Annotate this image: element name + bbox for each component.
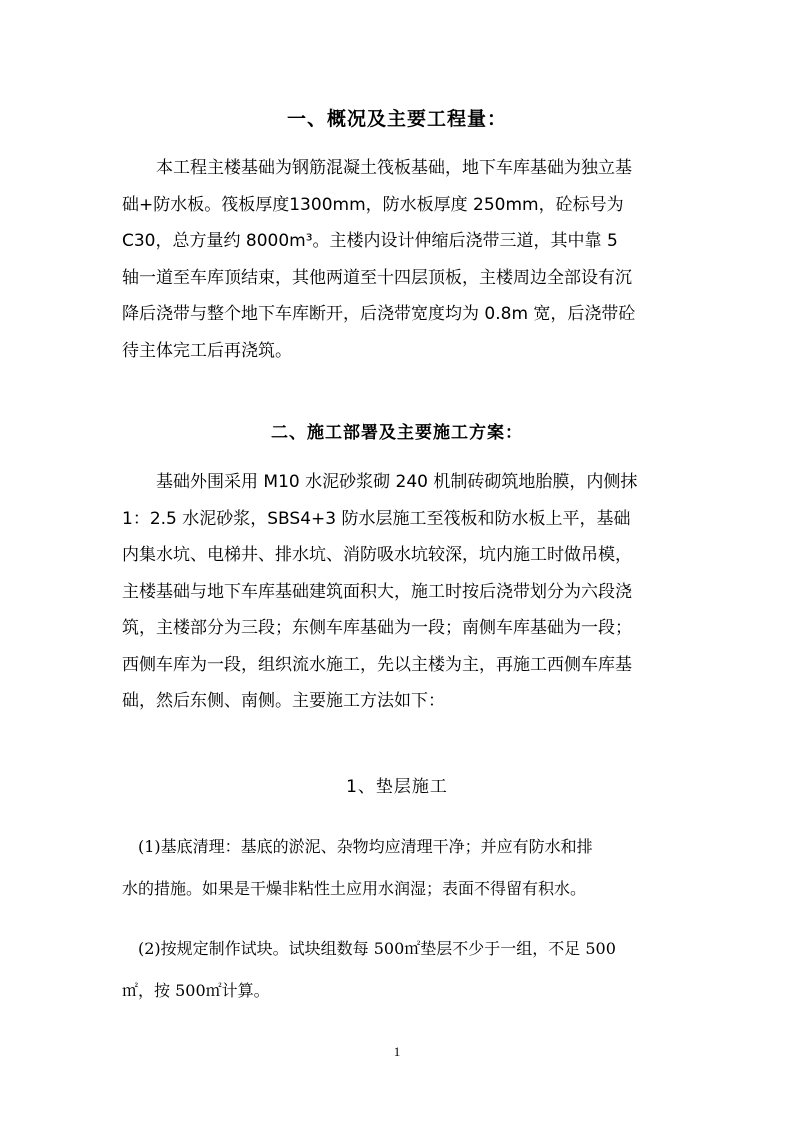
text-line: 内集水坑、电梯井、排水坑、消防吸水坑较深，坑内施工时做吊模， [122, 545, 632, 565]
text-line: 轴一道至车库顶结束，其他两道至十四层顶板，主楼周边全部设有沉 [122, 267, 632, 288]
text-line: 西侧车库为一段，组织流水施工，先以主楼为主，再施工西侧车库基 [122, 654, 632, 675]
text-line: 主楼基础与地下车库基础建筑面积大，施工时按后浇带划分为六段浇 [122, 581, 632, 602]
text-line: (2)按规定制作试块。试块组数每 500㎡垫层不少于一组，不足 500 [122, 939, 616, 958]
text-line: 础+防水板。筏板厚度1300mm，防水板厚度 250mm，砼标号为 [122, 194, 624, 215]
text-line: C30，总方量约 8000m³。主楼内设计伸缩后浇带三道，其中靠 5 [122, 231, 618, 251]
text-line: 1：2.5 水泥砂浆，SBS4+3 防水层施工至筏板和防水板上平，基础 [122, 508, 631, 529]
paragraph-deployment [122, 464, 682, 720]
section-heading-2: 二、施工部署及主要施工方案： [271, 423, 523, 443]
text-line: 待主体完工后再浇筑。 [122, 340, 292, 361]
text-line: 本工程主楼基础为钢筋混凝土筏板基础，地下车库基础为独立基 [122, 158, 632, 178]
subsection-heading: 1、垫层施工 [346, 777, 448, 797]
text-line: 基础外围采用 M10 水泥砂浆砌 240 机制砖砌筑地胎膜，内侧抹 [122, 472, 638, 492]
paragraph-item-1 [122, 826, 682, 910]
paragraph-overview [122, 150, 682, 369]
text-line: 础，然后东侧、南侧。主要施工方法如下： [122, 691, 445, 711]
text-line: 降后浇带与整个地下车库断开，后浇带宽度均为 0.8m 宽，后浇带砼 [122, 304, 636, 324]
page-number: 1 [393, 1044, 401, 1059]
text-line: 水的措施。如果是干燥非粘性土应用水润湿；表面不得留有积水。 [122, 879, 587, 898]
section-heading-1: 一、概况及主要工程量： [286, 108, 507, 130]
text-line: (1)基底清理：基底的淤泥、杂物均应清理干净；并应有防水和排 [122, 837, 593, 856]
text-line: 筑，主楼部分为三段；东侧车库基础为一段；南侧车库基础为一段； [122, 618, 632, 638]
paragraph-item-2 [122, 928, 682, 1012]
text-line: ㎡，按 500㎡计算。 [122, 981, 270, 1000]
